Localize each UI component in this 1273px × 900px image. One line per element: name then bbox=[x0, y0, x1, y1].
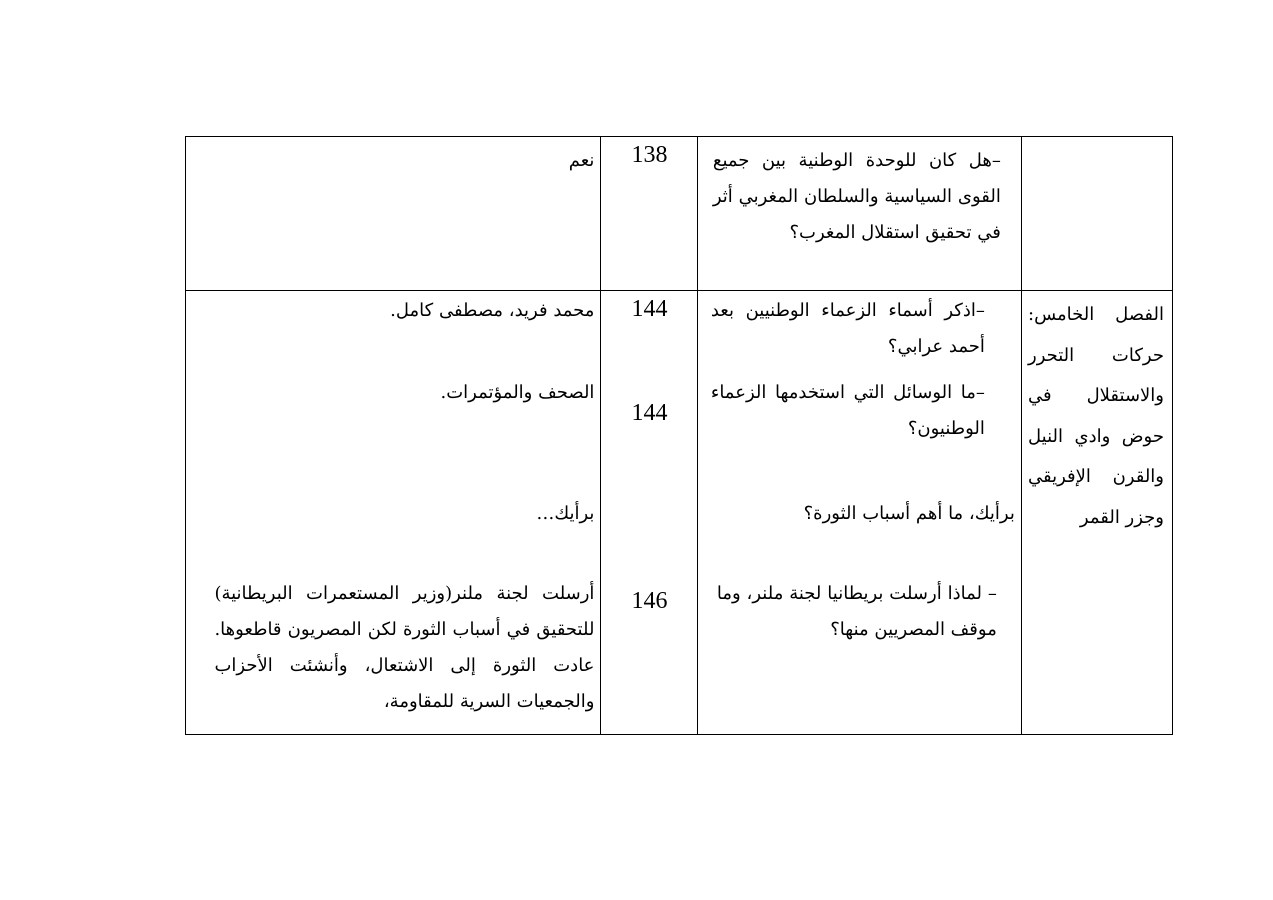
page-cell bbox=[601, 137, 697, 291]
chapter-cell bbox=[1021, 137, 1172, 291]
table-row bbox=[186, 291, 1173, 735]
chapter-title: الفصل الخامس: حركات التحرر والاستقلال في حوض وادي النيل والقرن الإفريقي وجزر القمر bbox=[1028, 304, 1164, 528]
question-text: –ما الوسائل التي استخدمها الزعماء الوطنيون؟ bbox=[710, 382, 985, 439]
question-cell bbox=[697, 291, 1021, 735]
answer-text: برأيك… bbox=[536, 503, 595, 524]
document-page bbox=[185, 136, 1173, 735]
answer-cell bbox=[186, 291, 601, 735]
page-number: 144 bbox=[631, 296, 668, 322]
question-text: –هل كان للوحدة الوطنية بين جميع القوى السياسية والسلطان المغربي أثر في تحقيق استقلال المغرب؟ bbox=[712, 150, 1001, 243]
question-text: – لماذا أرسلت بريطانيا لجنة ملنر، وما موقف المصريين منها؟ bbox=[716, 583, 997, 640]
answer-text: محمد فريد، مصطفى كامل. bbox=[390, 300, 595, 321]
answer-text: نعم bbox=[568, 150, 595, 171]
answer-text: أرسلت لجنة ملنر(وزير المستعمرات البريطانية) للتحقيق في أسباب الثورة لكن المصريون قاطعوها. عادت الثورة إلى الاشتعال، وأنشئت الأحزاب والجمعيات السرية للمقاومة، bbox=[214, 583, 595, 712]
question-text: برأيك، ما أهم أسباب الثورة؟ bbox=[803, 503, 1015, 524]
page-number: 146 bbox=[631, 588, 668, 614]
page-number: 138 bbox=[631, 142, 668, 168]
table-row bbox=[186, 137, 1173, 291]
page-number: 144 bbox=[631, 400, 668, 426]
question-text: –اذكر أسماء الزعماء الوطنيين بعد أحمد عرابي؟ bbox=[710, 300, 985, 357]
chapter-cell bbox=[1021, 291, 1172, 735]
question-cell bbox=[697, 137, 1021, 291]
page-cell bbox=[601, 291, 697, 735]
lesson-table bbox=[185, 136, 1173, 735]
answer-cell bbox=[186, 137, 601, 291]
answer-text: الصحف والمؤتمرات. bbox=[440, 382, 595, 403]
